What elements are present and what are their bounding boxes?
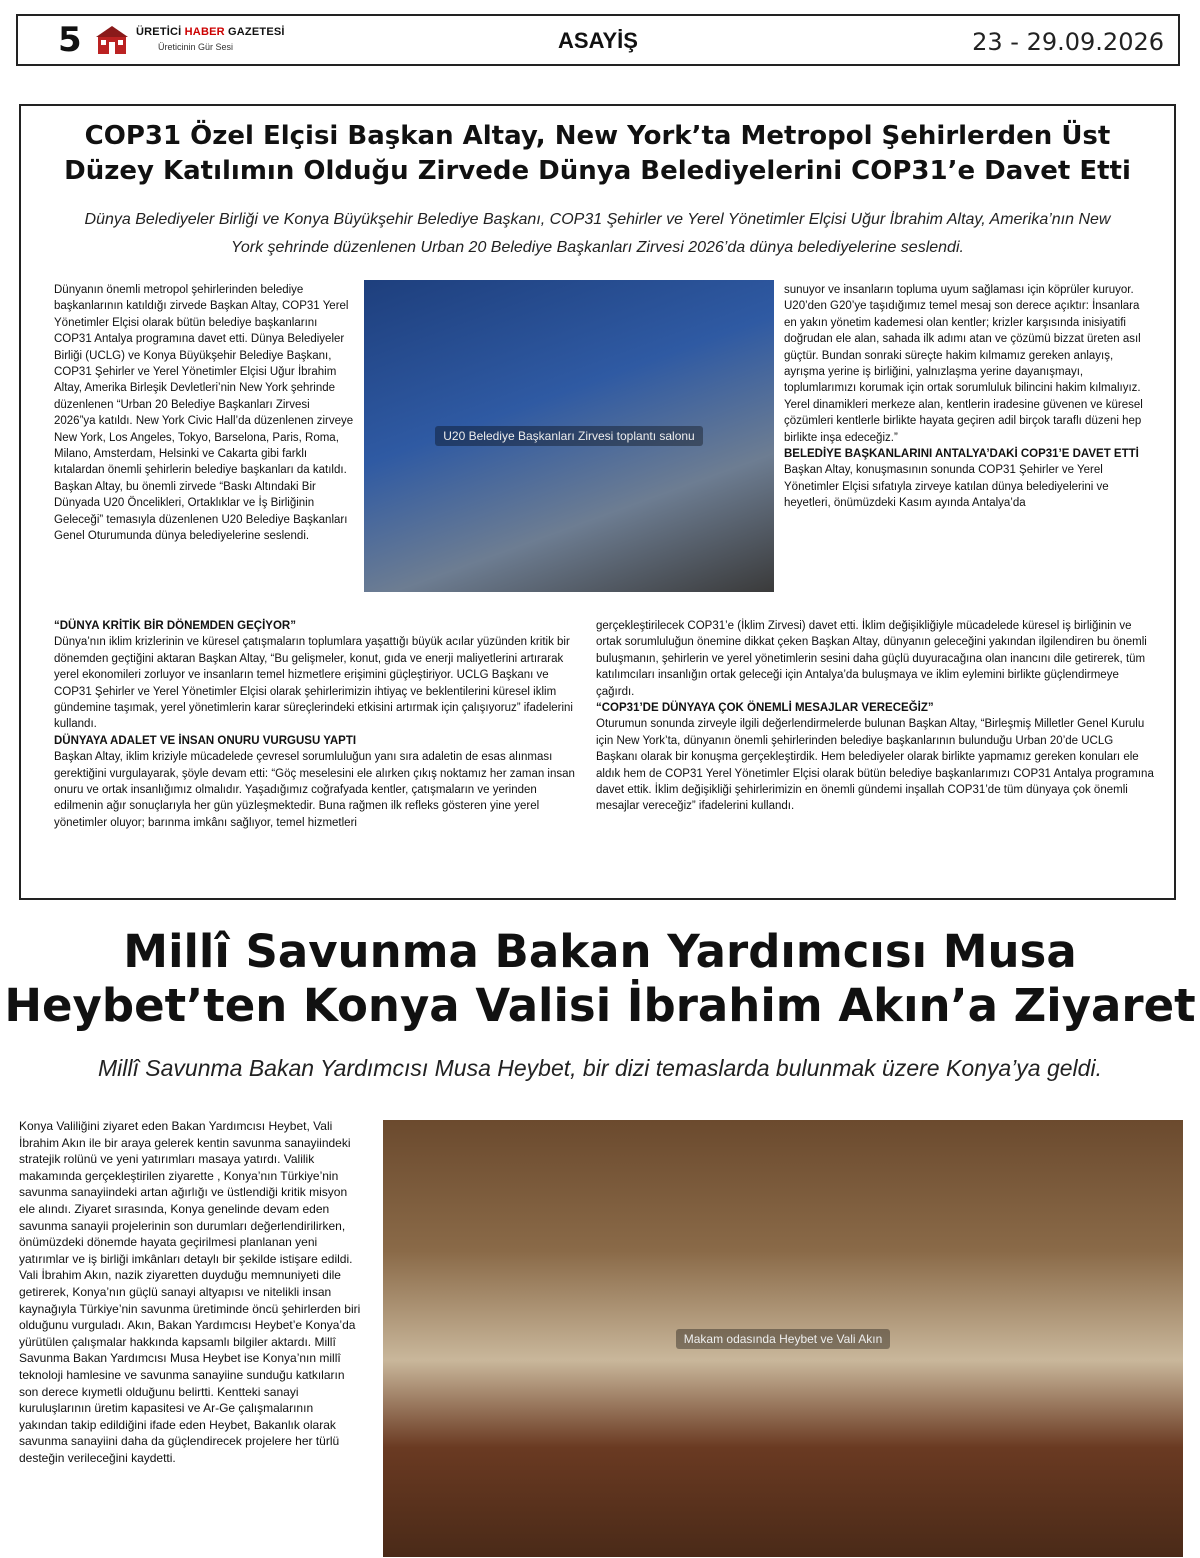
article-bottom-right: gerçekleştirilecek COP31’e (İklim Zirvesi) davet etti. İklim değişikliğiyle mücadelede küresel iş birliğinin ve ortak sorumluluğun önemine dikkat çeken Başkan Altay, dünyanın geleceğini yakından ilgilendiren bu önemli buluşmanın, şehirlerin ve yerel yönetimlerin sesini daha güçlü duyuracağına olan inancını dile getirerek, tüm katılımcıları insanlığın ortak geleceği için Antalya’da buluşmaya ve iklim eylemini birlikte güçlendirmeye çağırdı. “COP31’DE DÜNYAYA ÇOK ÖNEMLİ MESAJLAR VERECEĞİZ” Oturumun sonunda zirveyle ilgili değerlendirmelerde bulunan Başkan Altay, “Birleşmiş Milletler Genel Kurulu için New York’ta, dünyanın önemli şehirlerinden belediye başkanlarının bulunduğu Urban 20’de UCLG Başkanı olarak bir konuşma gerçekleştirdik. Hem belediyeler olarak birlikte yapmamız gereken konuları ele aldık hem de COP31 Yerel Yönetimler Elçisi olarak bütün belediye başkanlarımızı COP31 Antalya programına davet ettik. İklim değişikliği şehirlerimizin en önemli gündemi inşallah COP31’de tüm dünyaya çok önemli mesajlar vereceğiz” ifadelerini kullandı. <box>596 618 1156 815</box>
section-title: ASAYİŞ <box>558 28 638 53</box>
newspaper-name: ÜRETİCİ HABER GAZETESİ <box>136 26 285 38</box>
article-bottom-left: “DÜNYA KRİTİK BİR DÖNEMDEN GEÇİYOR” Dünya’nın iklim krizlerinin ve küresel çatışmaların toplumlara yaşattığı büyük acılar yüzünden kritik bir dönemden geçtiğini aktaran Başkan Altay, “Bu gelişmeler, konut, gıda ve enerji maliyetlerini artırarak yerel ekonomileri zorluyor ve insanların temel hizmetlere erişimini güçleştiriyor. UCLG Başkanı ve COP31 Şehirler ve Yerel Yönetimler Elçisi olarak şehirlerimizin ihtiyaç ve beklentilerini küresel iklim gündemine taşımak, yerel yönetimlerin karar süreçlerindeki etkisini artırmak için çalışıyoruz” ifadelerini kullandı. DÜNYAYA ADALET VE İNSAN ONURU VURGUSU YAPTI Başkan Altay, iklim kriziyle mücadelede çevresel sorumluluğun yanı sıra adaletin de esas alınması gerektiğini vurgulayarak, şöyle devam etti: “Göç meselesini ele alırken çıkış noktamız her zaman insan onuru ve ortak insanlığımız olmalıdır. Yaşadığımız coğrafyada kentler, çatışmaların ve yerinden edilmenin ağır sonuçlarıyla her gün yüzleşmektedir. Buna rağmen ilk refleks gösteren yine yerel yönetimler oluyor; barınma imkânı sağlıyor, temel hizmetleri <box>54 618 584 831</box>
article2-body: Konya Valiliğini ziyaret eden Bakan Yardımcısı Heybet, Vali İbrahim Akın ile bir araya gelerek kentin savunma sanayiindeki stratejik rolünü ve yeni yatırımları masaya yatırdı. Valilik makamında gerçekleştirilen ziyarette , Konya’nın Türkiye’nin savunma sanayiindeki artan ağırlığı ve üstlendiği kritik misyon ele alındı. Ziyaret sırasında, Konya genelinde devam eden savunma sanayii projelerinin son durumları değerlendirilirken, önümüzdeki dönemde hayata geçirilmesi planlanan yeni yatırımlar ve iş birliği imkânları detaylı bir şekilde istişare edildi. Vali İbrahim Akın, nazik ziyaretten duyduğu memnuniyeti dile getirerek, Konya’nın güçlü sanayi altyapısı ve nitelikli insan kaynağıyla Türkiye’nin savunma üretiminde öncü şehirlerden biri olduğunu vurguladı. Akın, Bakan Yardımcısı Heybet’e Konya’da yürütülen çalışmalar hakkında kapsamlı bilgiler aktardı. Millî Savunma Bakan Yardımcısı Musa Heybet ise Konya’nın millî teknoloji hamlesine ve savunma sanayiine sunduğu katkıların son derece kıymetli olduğunu belirtti. Kentteki sanayi kuruluşlarının üretim kapasitesi ve Ar-Ge çalışmalarının yakından takip edildiğini ifade eden Heybet, Bakanlık olarak savunma sanayiini daha da güçlendirecek projelere her türlü desteğin verileceğini kaydetti. <box>19 1119 361 1465</box>
summit-photo: U20 Belediye Başkanları Zirvesi toplantı salonu <box>364 280 774 592</box>
subheading-invitation: BELEDİYE BAŞKANLARINI ANTALYA’DAKİ COP31’E DAVET ETTİ <box>784 448 1139 461</box>
article-subheading: Dünya Belediyeler Birliği ve Konya Büyükşehir Belediye Başkanı, COP31 Şehirler ve Yerel Yönetimler Elçisi Uğur İbrahim Altay, Amerika’nın New York şehrinde düzenlenen Urban 20 Belediye Başkanları Zirvesi 2026’da dünya belediyelerine seslendi. <box>84 211 1111 256</box>
subheading-justice: DÜNYAYA ADALET VE İNSAN ONURU VURGUSU YAPTI <box>54 734 357 747</box>
subheading-critical-period: “DÜNYA KRİTİK BİR DÖNEMDEN GEÇİYOR” <box>54 620 296 632</box>
article-headline: COP31 Özel Elçisi Başkan Altay, New York’ta Metropol Şehirlerden Üst Düzey Katılımın Olduğu Zirvede Dünya Belediyelerini COP31’e Davet Etti <box>64 121 1131 186</box>
article-cop31 <box>19 104 1176 900</box>
issue-date: 23 - 29.09.2026 <box>972 28 1164 56</box>
article-column-right: sunuyor ve insanların topluma uyum sağlaması için köprüler kuruyor. U20’den G20’ye taşıdığımız temel mesaj son derece açıktır: İnsanlara en yakın yönetim kademesi olan kentler; krizler karşısında inisiyatifi doğrudan ele alan, sahada ilk adımı atan ve çözümü bizzat üreten asıl güçtür. Bundan sonraki süreçte hakim kılmamız gereken anlayış, ayrışma yerine iş birliğini, yalnızlaşma yerine dayanışmayı, toplumlarımızı korumak için ortak sorumluluk bilincini hakim kılmalıyız. Yerel dinamikleri merkeze alan, kentlerin iradesine güvenen ve küresel çözümleri kentlerle birlikte hayata geçiren adil birçok taraflı düzeni hep birlikte inşa edeceğiz.” BELEDİYE BAŞKANLARINI ANTALYA’DAKİ COP31’E DAVET ETTİ Başkan Altay, konuşmasının sonunda COP31 Şehirler ve Yerel Yönetimler Elçisi sıfatıyla zirveye katılan dünya belediyelerini ve heyetleri, önümüzdeki Kasım ayında Antalya’da <box>784 282 1154 512</box>
page-header <box>16 14 1180 66</box>
newspaper-slogan: Üreticinin Gür Sesi <box>158 42 234 52</box>
visit-photo: Makam odasında Heybet ve Vali Akın <box>383 1120 1183 1557</box>
page-number: 5 <box>58 20 82 60</box>
article-column-left: Dünyanın önemli metropol şehirlerinden belediye başkanlarının katıldığı zirvede Başkan Altay, COP31 Yerel Yönetimler Elçisi olarak bütün belediye başkanlarını COP31 Antalya programına davet etti. Dünya Belediyeler Birliği (UCLG) ve Konya Büyükşehir Belediye Başkanı, COP31 Şehirler ve Yerel Yönetimler Elçisi Uğur İbrahim Altay, Amerika Birleşik Devletleri’nin New York şehrinde düzenlenen “Urban 20 Belediye Başkanları Zirvesi 2026”ya katıldı. New York Civic Hall’da düzenlenen zirveye New York, Los Angeles, Tokyo, Barselona, Paris, Roma, Milano, Amsterdam, Helsinki ve Cakarta gibi farklı kıtalardan önemli şehirlerin belediye başkanları da katıldı. Başkan Altay, bu önemli zirvede “Baskı Altındaki Bir Dünyada U20 Öncelikleri, Ortaklıklar ve İş Birliğinin Geleceği” temasıyla düzenlenen U20 Belediye Başkanları Genel Oturumunda dünya belediyelerine seslendi. <box>54 284 354 543</box>
article2-headline: Millî Savunma Bakan Yardımcısı Musa Heybet’ten Konya Valisi İbrahim Akın’a Ziyaret <box>4 925 1196 1032</box>
article2-subheading: Millî Savunma Bakan Yardımcısı Musa Heybet, bir dizi temaslarda bulunmak üzere Konya’ya geldi. <box>98 1055 1102 1081</box>
subheading-messages: “COP31’DE DÜNYAYA ÇOK ÖNEMLİ MESAJLAR VERECEĞİZ” <box>596 702 934 715</box>
